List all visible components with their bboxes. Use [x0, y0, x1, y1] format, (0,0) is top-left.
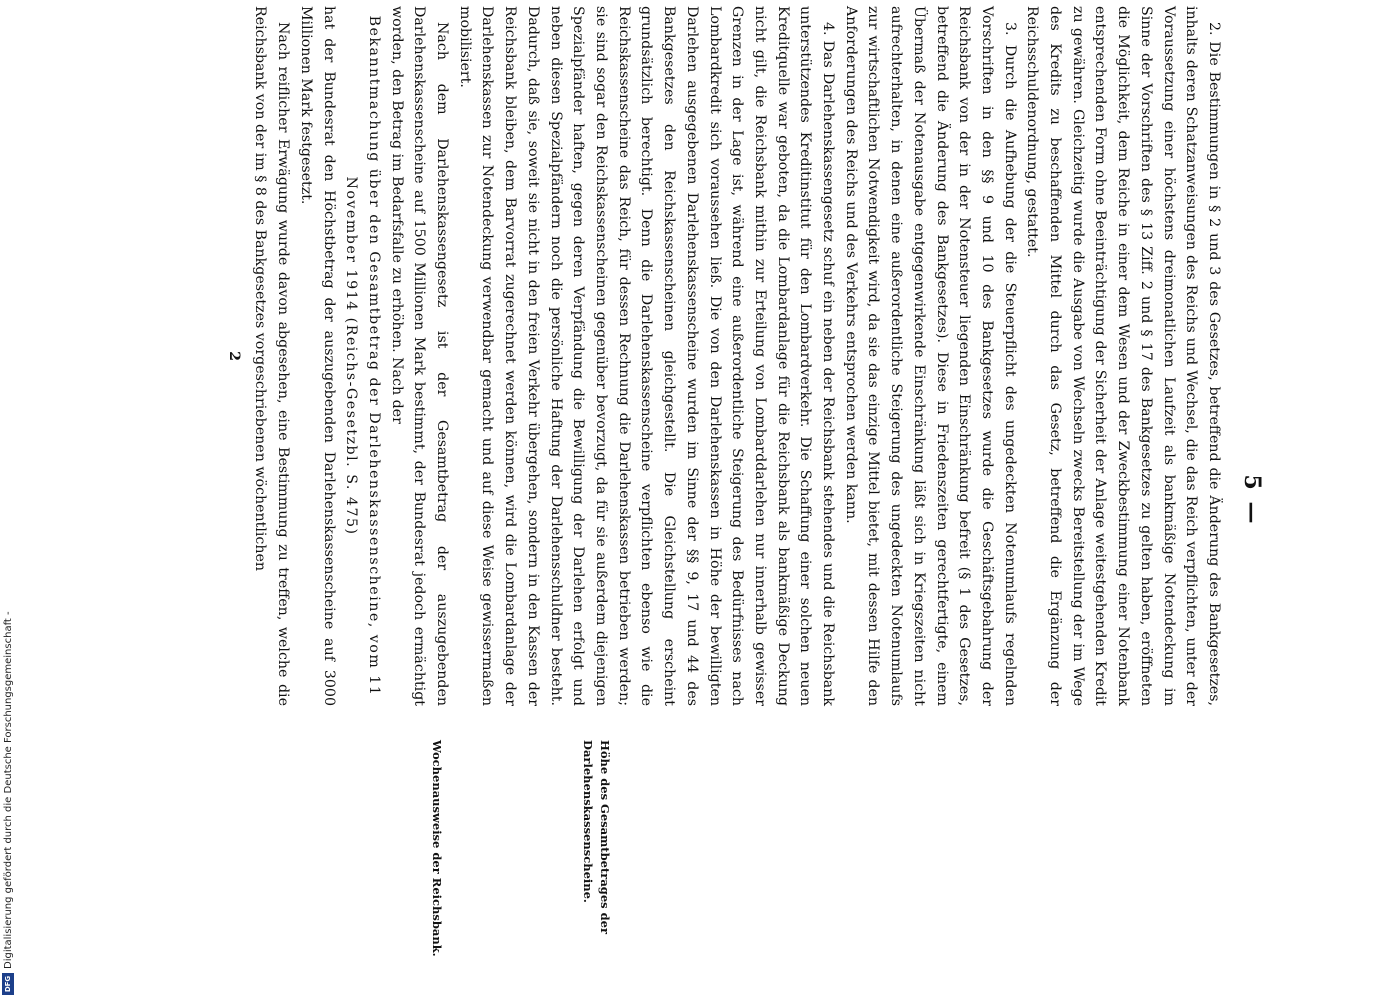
announcement-text: hat der Bundesrat den Höchstbetrag der auszugebenden Darlehenskassenscheine auf 3000 Millionen Mark festgesetzt.: [297, 6, 337, 706]
signature-mark: 2: [225, 351, 242, 361]
main-text-column: [222, 6, 1225, 706]
paragraph-4: 4. Das Darlehenskassengesetz schuf ein neben der Reichsbank stehendes und die Reichsbank unterstützendes Kreditinstitut für den Lombardverkehr. Die Schaffung einer solchen neuen Kreditquelle war geboten, da die Lombardanlage für die Reichsbank als bankmäßige Deckung nicht gilt, die Reichsbank mithin zur Erteilung von Lombarddarlehen nur innerhalb gewisser Grenzen in der Lage ist, während eine außerordentliche Steigerung des Bedürfnisses nach Lombardkredit sich voraussehen ließ. Die von den Darlehenskassen in Höhe der bewilligten Darlehen ausgegebenen Darlehenskassenscheine wurden im Sinne der §§ 9, 17 und 44 des Bankgesetzes den Reichskassenscheinen gleichgestellt. Die Gleichstellung erscheint grundsätzlich berechtigt. Denn die Darlehenskassenscheine verpflichten ebenso wie die Reichskassenscheine das Reich, für dessen Rechnung die Darlehenskassen betrieben werden; sie sind sogar den Reichskassenscheinen gegenüber bevorzugt, da für sie außerdem diejenigen Spezialpfänder haften, gegen deren Verpfändung die Bewilligung der Darlehen erfolgt und neben diesen Spezialpfändern noch die persönliche Haftung der Darlehensschuldner besteht. Dadurch, daß sie, soweit sie nicht in den freien Verkehr übergehen, sondern in den Kassen der Reichsbank bleiben, dem Barvorrat zugerechnet werden können, wird die Lombardanlage der Darlehenskassen zur Notendeckung verwendbar gemacht und auf diese Weise gewissermaßen mobilisiert.: [456, 6, 837, 706]
page-number: 5 —: [1239, 474, 1265, 526]
margin-note-wochenausweise: Wochenausweise der Reichsbank.: [430, 740, 444, 957]
paragraph-2: 2. Die Bestimmungen in § 2 und 3 des Gesetzes, betreffend die Änderung des Bankgesetzes, inhalts deren Schatzanweisungen des Reichs und Wechsel, die das Reich verpflichten, unter der Voraussetzung einer höchstens dreimonatlichen Laufzeit als bankmäßige Notendeckung im Sinne der Vorschriften des § 13 Ziff. 2 und § 17 des Bankgesetzes zu gelten haben, eröffneten die Möglichkeit, dem Reiche in einer dem Wesen und der Zweckbestimmung einer Notenbank entsprechenden Form ohne Beeinträchtigung der Sicherheit der Anlage weitestgehenden Kredit zu gewähren. Gleichzeitig wurde die Ausgabe von Wechseln zwecks Bereitstellung der im Wege des Kredits zu beschaffenden Mittel durch das Gesetz, betreffend die Ergänzung der Reichsschuldenordnung, gestattet.: [1024, 6, 1222, 706]
margin-note-gesamtbetrag: Höhe des Gesamtbetrages der Darlehenskassenscheine.: [581, 740, 612, 935]
paragraph-darlehenskassen-amount: Nach dem Darlehenskassengesetz ist der Gesamtbetrag der auszugebenden Darlehenskassenscheine auf 1500 Millionen Mark bestimmt, der Bundesrat jedoch ermächtigt worden, den Betrag im Bedarfsfalle zu erhöhen. Nach der: [388, 6, 451, 706]
dfg-logo-icon: DFG: [2, 973, 14, 995]
announcement-heading: Bekanntmachung über den Gesamtbetrag der Darlehenskassenscheine, vom 11 November 1914 (Reichs-Gesetzbl. S. 475): [343, 15, 382, 697]
paragraph-3: 3. Durch die Aufhebung der die Steuerpflicht des ungedeckten Notenumlaufs regelnden Vorschriften in den §§ 9 und 10 des Bankgesetzes wurde die Geschäftsgebahrung der Reichsbank von der in der Notensteuer liegenden Einschränkung befreit (§ 1 des Gesetzes, betreffend die Änderung des Bankgesetzes). Diese in Friedenszeiten gerechtfertigte, einem Übermaß der Notenausgabe entgegenwirkende Einschränkung läßt sich in Kriegszeiten nicht aufrechterhalten, in denen eine außerordentliche Steigerung des ungedeckten Notenumlaufs zur wirtschaftlichen Notwendigkeit wird, da sie das einzige Mittel bietet, mit dessen Hilfe den Anforderungen des Reichs und des Verkehrs entsprochen werden kann.: [842, 6, 1018, 706]
credit-text: Digitalisierung gefördert durch die Deutsche Forschungsgemeinschaft -: [2, 611, 14, 969]
closing-paragraph: Nach reiflicher Erwägung wurde davon abgesehen, eine Bestimmung zu treffen, welche die Reichsbank von der im § 8 des Bankgesetzes vorgeschriebenen wöchentlichen: [252, 6, 292, 706]
